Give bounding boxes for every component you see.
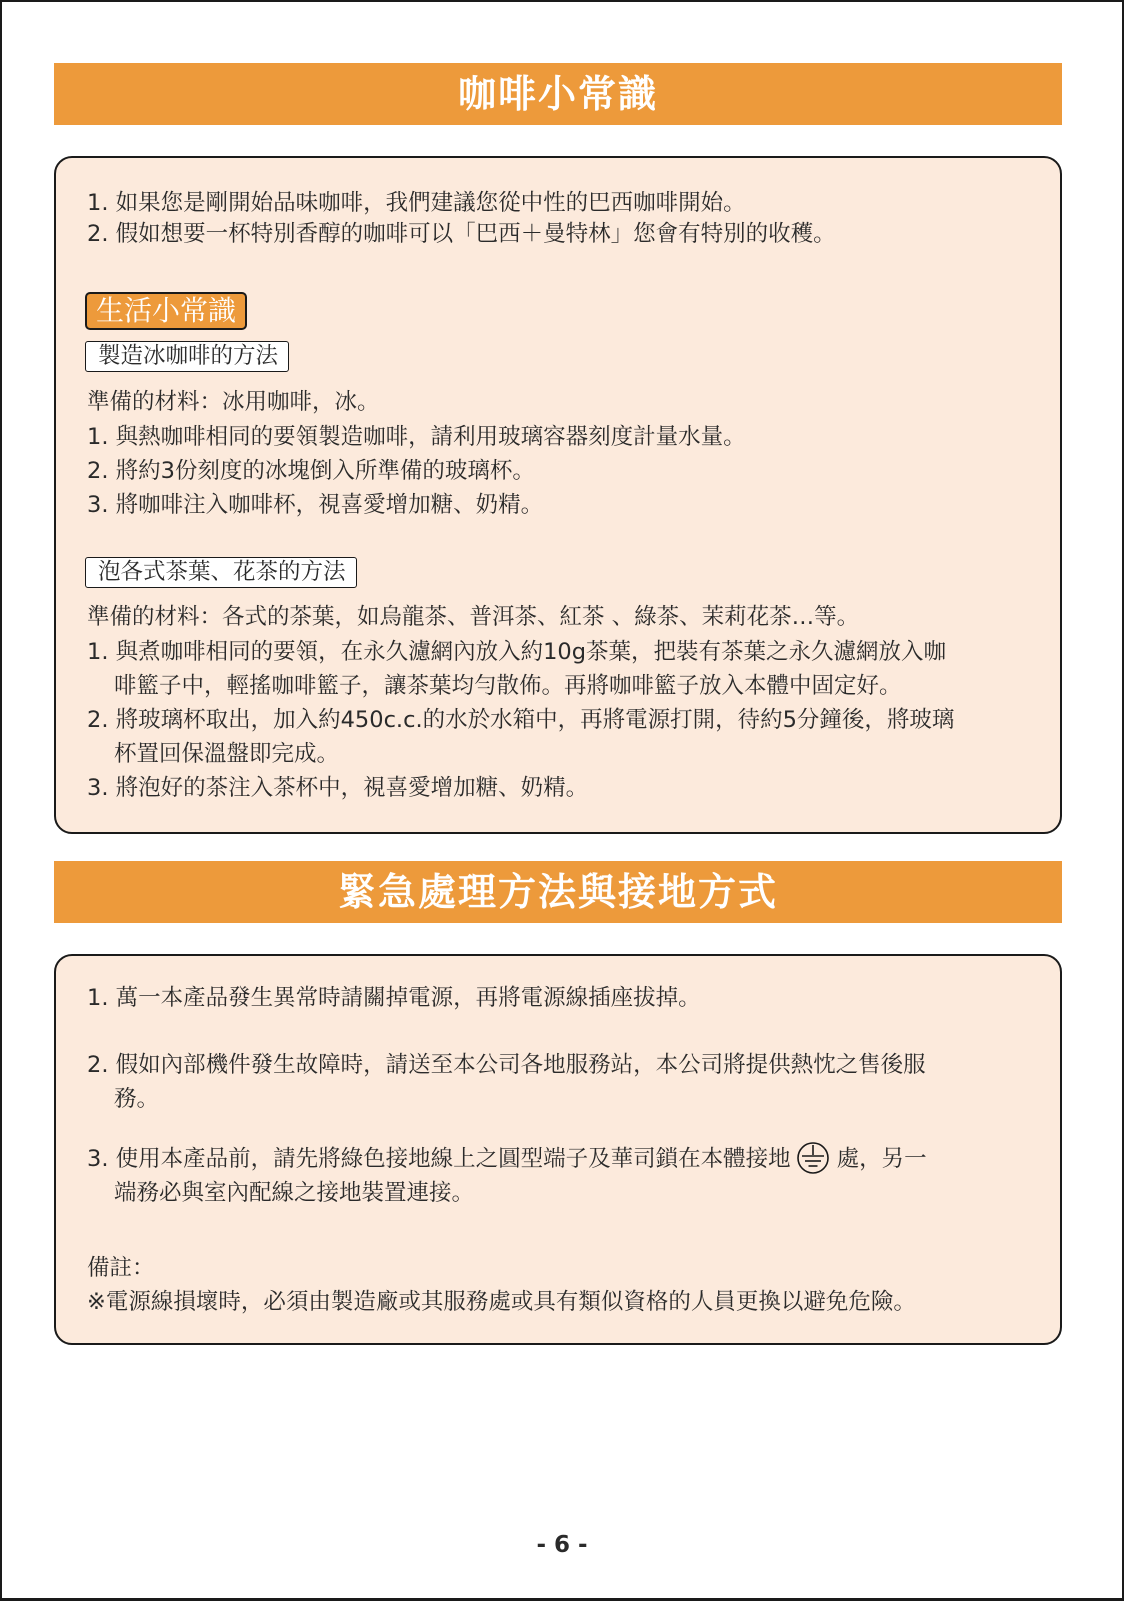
tea-step-2-line-1: 2. 將玻璃杯取出，加入約450c.c.的水於水箱中，再將電源打開，待約5分鐘後，將玻璃	[87, 707, 955, 733]
iced-coffee-heading: 製造冰咖啡的方法	[85, 341, 289, 372]
tea-heading: 泡各式茶葉、花茶的方法	[85, 557, 357, 588]
emergency-title: 緊急處理方法與接地方式	[337, 870, 778, 914]
tea-step-3: 3. 將泡好的茶注入茶杯中，視喜愛增加糖、奶精。	[87, 775, 589, 801]
emergency-banner	[54, 861, 1062, 923]
coffee-tips-banner	[54, 63, 1062, 125]
tea-materials: 準備的材料：各式的茶葉，如烏龍茶、普洱茶、紅茶 、綠茶、茉莉花茶…等。	[87, 604, 860, 630]
emergency-item-3-line-1	[87, 1143, 927, 1175]
tea-step-1-line-1: 1. 與煮咖啡相同的要領，在永久濾網內放入約10g茶葉，把裝有茶葉之永久濾網放入咖	[87, 639, 947, 665]
emergency-item-1: 1. 萬一本產品發生異常時請關掉電源，再將電源線插座拔掉。	[87, 985, 701, 1011]
coffee-tip-1: 1. 如果您是剛開始品味咖啡，我們建議您從中性的巴西咖啡開始。	[87, 190, 746, 216]
emergency-panel	[54, 954, 1062, 1345]
coffee-tips-panel	[54, 156, 1062, 834]
life-tips-label: 生活小常識	[85, 292, 247, 330]
iced-coffee-step-2: 2. 將約3份刻度的冰塊倒入所準備的玻璃杯。	[87, 458, 535, 484]
emergency-item-2-line-1: 2. 假如內部機件發生故障時，請送至本公司各地服務站，本公司將提供熱忱之售後服	[87, 1052, 926, 1078]
iced-coffee-step-1: 1. 與熱咖啡相同的要領製造咖啡，請利用玻璃容器刻度計量水量。	[87, 424, 746, 450]
coffee-tip-2: 2. 假如想要一杯特別香醇的咖啡可以「巴西＋曼特林」您會有特別的收穫。	[87, 221, 836, 247]
emergency-item-3-text-after: 處，另一	[836, 1146, 927, 1172]
iced-coffee-step-3: 3. 將咖啡注入咖啡杯，視喜愛增加糖、奶精。	[87, 492, 544, 518]
emergency-item-2-line-2: 務。	[114, 1086, 160, 1112]
emergency-item-3-text-before: 3. 使用本產品前，請先將綠色接地線上之圓型端子及華司鎖在本體接地	[87, 1146, 791, 1172]
page-number: - 6 -	[536, 1532, 588, 1558]
emergency-item-3-line-2: 端務必與室內配線之接地裝置連接。	[114, 1180, 475, 1206]
ground-symbol-icon	[795, 1142, 831, 1174]
tea-step-1-line-2: 啡籃子中，輕搖咖啡籃子，讓茶葉均勻散佈。再將咖啡籃子放入本體中固定好。	[114, 673, 902, 699]
coffee-tips-title: 咖啡小常識	[457, 72, 658, 116]
note-label: 備註：	[87, 1255, 155, 1281]
tea-step-2-line-2: 杯置回保溫盤即完成。	[114, 741, 340, 767]
iced-coffee-materials: 準備的材料：冰用咖啡，冰。	[87, 389, 380, 415]
note-text: ※電源線損壞時，必須由製造廠或其服務處或具有類似資格的人員更換以避免危險。	[87, 1289, 916, 1315]
